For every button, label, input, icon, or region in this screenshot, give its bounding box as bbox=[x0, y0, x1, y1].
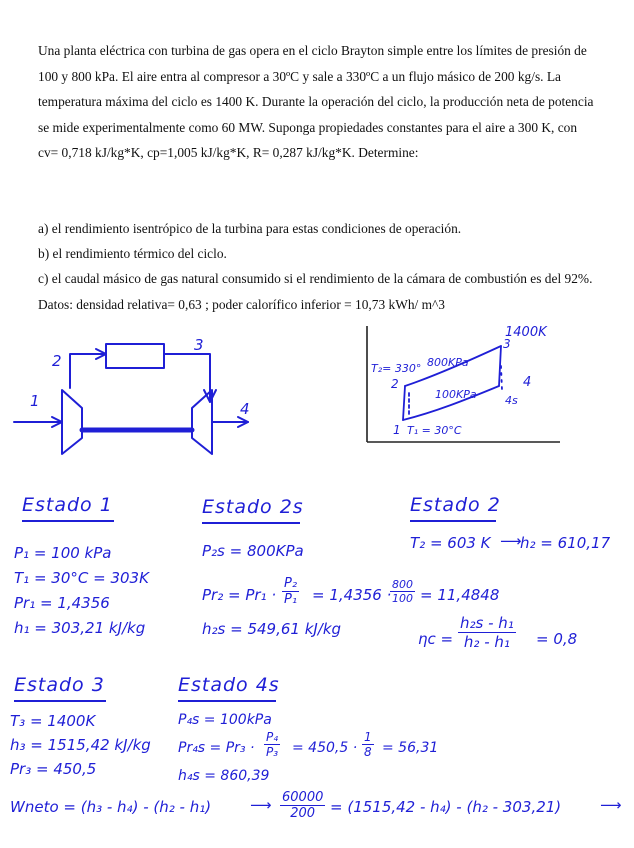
estado-3-h3: h₃ = 1515,42 kJ/kg bbox=[10, 736, 151, 754]
eta-c-den: h₂ - h₁ bbox=[463, 633, 510, 651]
w-neto-frac-num: 60000 bbox=[282, 790, 324, 805]
estado-4s-pr4s-result: = 56,31 bbox=[382, 740, 439, 756]
estado-1-h1: h₁ = 303,21 kJ/kg bbox=[14, 619, 146, 637]
ts-label-4: 4 bbox=[523, 375, 532, 390]
estado-2-t2: T₂ = 603 K bbox=[410, 534, 491, 552]
estado-2s-pr2-result: = 11,4848 bbox=[420, 586, 500, 604]
estado-2s-pr2-den: P₁ bbox=[284, 592, 298, 607]
estado-3-pr3: Pr₃ = 450,5 bbox=[10, 760, 97, 778]
w-neto-end-arrow: ⟶ bbox=[600, 796, 622, 814]
estado-2s-pr2-mid: = 1,4356 · bbox=[312, 586, 392, 604]
estado-4s-pr4s-num: P₄ bbox=[266, 730, 279, 744]
estado-3-title: Estado 3 bbox=[14, 674, 105, 696]
w-neto-fraction bbox=[280, 790, 325, 821]
ts-label-4s: 4s bbox=[505, 394, 518, 407]
estado-2s-pr2-num: P₂ bbox=[284, 576, 298, 591]
schematic-label-3: 3 bbox=[194, 336, 204, 354]
eta-c-num: h₂s - h₁ bbox=[460, 614, 514, 632]
schematic-label-1: 1 bbox=[30, 392, 40, 410]
w-neto-rhs: = (1515,42 - h₄) - (h₂ - 303,21) bbox=[330, 798, 562, 816]
estado-2s-h2s: h₂s = 549,61 kJ/kg bbox=[202, 620, 342, 638]
ts-label-2: 2 bbox=[391, 377, 399, 391]
w-neto-frac-den: 200 bbox=[290, 806, 316, 821]
estado-4s-pr4s-lhs: Pr₄s = Pr₃ · bbox=[178, 740, 255, 756]
estado-2s-number-ratio bbox=[390, 578, 415, 605]
estado-2-arrow: ⟶ bbox=[500, 532, 522, 550]
estado-2s-frac-den: 100 bbox=[392, 592, 413, 605]
ts-label-100kpa: 100KPa bbox=[435, 388, 477, 401]
eta-c-fraction bbox=[458, 614, 516, 651]
estado-4s-p4s: P₄s = 100kPa bbox=[178, 712, 272, 728]
combustion-chamber bbox=[106, 344, 164, 368]
ts-isentropic-3-4s bbox=[501, 366, 502, 390]
estado-4s-pr4s-mid: = 450,5 · bbox=[292, 740, 358, 756]
ts-label-1: 1 bbox=[393, 423, 401, 437]
ts-label-3: 3 bbox=[503, 337, 511, 351]
estado-1-pr1: Pr₁ = 1,4356 bbox=[14, 594, 110, 612]
estado-1-title: Estado 1 bbox=[22, 494, 113, 516]
estado-4s-h4s: h₄s = 860,39 bbox=[178, 768, 270, 784]
problem-item-b: b) el rendimiento térmico del ciclo. bbox=[38, 246, 227, 261]
estado-2-h2: h₂ = 610,17 bbox=[520, 534, 611, 552]
estado-2s-underline bbox=[202, 522, 300, 524]
estado-1-p1: P₁ = 100 kPa bbox=[14, 544, 112, 562]
schematic-label-4: 4 bbox=[240, 400, 250, 418]
estado-2s-title: Estado 2s bbox=[202, 496, 304, 518]
estado-4s-pressure-ratio bbox=[264, 730, 280, 759]
estado-2s-pressure-ratio bbox=[282, 576, 299, 607]
estado-4s-title: Estado 4s bbox=[178, 674, 280, 696]
turbine-schematic bbox=[0, 330, 300, 470]
estado-2-title: Estado 2 bbox=[410, 494, 501, 516]
estado-1-t1: T₁ = 30°C = 303K bbox=[14, 569, 149, 587]
estado-4s-pr4s-den: P₃ bbox=[266, 745, 279, 759]
eta-c-lhs: ηc = bbox=[418, 630, 454, 648]
estado-2s-p2s: P₂s = 800KPa bbox=[202, 542, 304, 560]
ts-diagram bbox=[355, 320, 565, 446]
flow-line-3 bbox=[164, 354, 210, 400]
eta-c-result: = 0,8 bbox=[536, 630, 578, 648]
problem-item-a: a) el rendimiento isentrópico de la turbina para estas condiciones de operación. bbox=[38, 221, 462, 236]
estado-4s-frac-num: 1 bbox=[364, 730, 372, 744]
estado-4s-number-ratio bbox=[362, 730, 374, 759]
estado-2s-pr2-lhs: Pr₂ = Pr₁ · bbox=[202, 586, 277, 604]
estado-2s-frac-num: 800 bbox=[392, 578, 413, 591]
compressor bbox=[62, 390, 82, 454]
flow-line-2 bbox=[70, 354, 106, 388]
estado-4s-frac-den: 8 bbox=[364, 745, 372, 759]
schematic-label-2: 2 bbox=[52, 352, 62, 370]
ts-cycle-line-1-2 bbox=[403, 386, 405, 420]
problem-statement: Una planta eléctrica con turbina de gas opera en el ciclo Brayton simple entre los límites de presión de 100 y 800 kPa. El aire entra al compresor a 30ºC y sale a 330ºC a un flujo másico de 200 kg/s. La temperatura máxima del ciclo es 1400 K. Durante la operación del ciclo, la producción neta de potencia se mide experimentalmente como 60 MW. Suponga propiedades constantes para el aire a 300 K, con cv= 0,718 kJ/kg*K, cp=1,005 kJ/kg*K, R= 0,287 kJ/kg*K. Determine: bbox=[38, 43, 594, 161]
estado-3-t3: T₃ = 1400K bbox=[10, 712, 96, 730]
estado-2-underline bbox=[410, 520, 496, 522]
w-neto-lhs: Wneto = (h₃ - h₄) - (h₂ - h₁) bbox=[10, 798, 212, 816]
ts-label-t1: T₁ = 30°C bbox=[407, 424, 462, 437]
estado-4s-underline bbox=[178, 700, 276, 702]
ts-label-t2: T₂= 330° bbox=[371, 362, 422, 375]
ts-label-1400k: 1400K bbox=[505, 325, 547, 340]
problem-item-c: c) el caudal másico de gas natural consumido si el rendimiento de la cámara de combustión es del 92%. Datos: densidad relativa= 0,63 ; poder calorífico inferior = 10,73 kWh/ m^3 bbox=[38, 271, 593, 312]
w-neto-arrow: ⟶ bbox=[250, 796, 272, 814]
estado-1-underline bbox=[22, 520, 114, 522]
estado-3-underline bbox=[14, 700, 106, 702]
ts-label-800kpa: 800KPa bbox=[427, 356, 469, 369]
